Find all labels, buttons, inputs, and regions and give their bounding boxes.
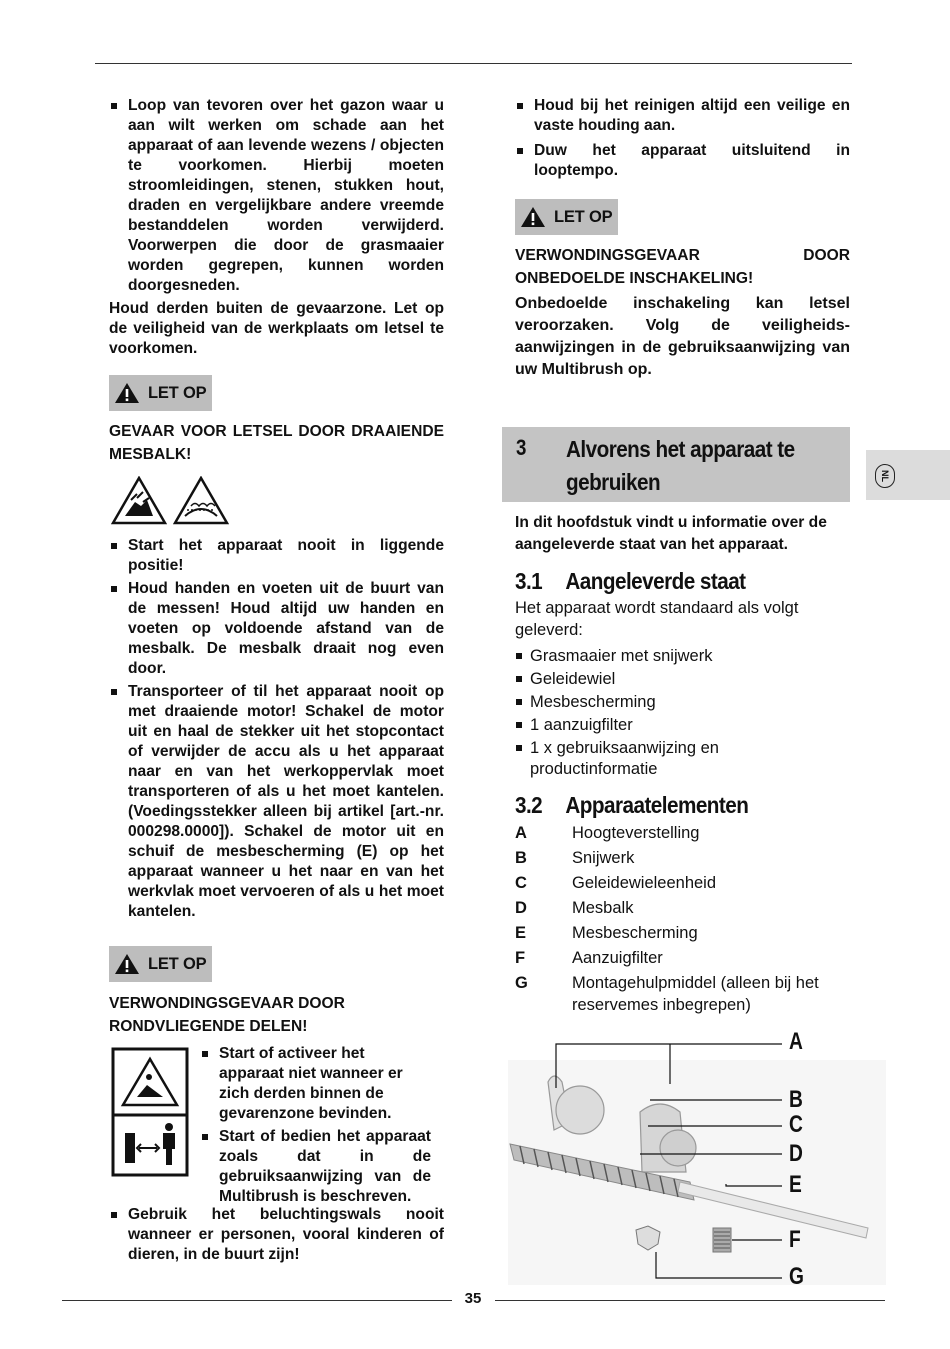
warning-heading-3: VERWONDINGSGEVAAR DOOR ONBEDOELDE INSCHAKELING! [515,247,850,287]
left-bullets-mid [109,536,444,922]
warning-icon [114,382,140,404]
list-item: Gebruik het beluchtingswals nooit wanneer er personen, vooral kinderen of dieren, in de buurt zijn! [109,1205,444,1265]
left-column [109,96,444,1268]
right-bullets-top [515,96,850,181]
delivery-list [515,646,850,780]
subsection-3-1-title: 3.1 Aangeleverde staat [515,568,746,594]
list-item: Grasmaaier met snijwerk [515,646,850,667]
section-3-body [515,512,850,1016]
warning-heading-2: VERWONDINGSGEVAAR DOOR RONDVLIEGENDE DELEN! [109,995,345,1035]
right-column [515,96,850,381]
list-item: 1 x gebruiksaanwijzing en productinformatie [515,738,850,780]
language-badge: NL [875,464,895,488]
rotating-blade-hazard-icon [173,476,229,526]
letop-box-1 [109,375,444,411]
box-bullets [200,1044,431,1210]
list-item: Start of bedien het apparaat zoals dat in de gebruiksaanwijzing van de Multibrush is beschreven. [200,1127,431,1207]
filter-part [713,1228,731,1252]
figure-label-c: C [789,1111,803,1138]
element-list: A Hoogteverstelling B Snijwerk C Geleidewieleenheid D Mesbalk E Mesbescherming F Aanzuigfilter G Montagehulpmiddel (alleen bij het reservemes inbegrepen) [515,824,819,1014]
list-item: Loop van tevoren over het gazon waar u aan wilt werken om schade aan het apparaat of aan levende wezens / objecten te voorkomen. Hierbij moeten stroomleidingen, stenen, stukken hout, draden en vergelijkbare andere vreemde bestanddelen worden verwijderd. Voorwerpen die door de grasmaaier worden gegrepen, kunnen worden doorgesneden. [109,96,444,296]
section-title: Alvorens het apparaat te gebruiken [566,436,795,495]
figure-label-d: D [789,1140,803,1167]
warning-icon [114,953,140,975]
list-item: Houd handen en voeten uit de buurt van de messen! Houd altijd uw handen en voeten op voldoende afstand van de mesbalk. De mesbalk draait nog even door. [109,579,444,679]
section-number: 3 [516,435,527,460]
top-rule [95,63,852,64]
figure-label-f: F [789,1226,801,1253]
figure-label-a: A [789,1028,803,1055]
figure-label-g: G [789,1263,804,1290]
subsection-3-1-text: Het apparaat wordt standaard als volgt geleverd: [515,599,799,639]
hazard-pictograms [109,472,444,534]
list-item: Houd bij het reinigen altijd een veilige en vaste houding aan. [515,96,850,136]
device-elements-figure [500,1032,900,1292]
footer-rule-left [62,1300,452,1301]
left-bullets-end [109,1205,444,1265]
warning-heading-1: GEVAAR VOOR LETSEL DOOR DRAAIENDE MESBALK! [109,423,444,463]
hand-blade-hazard-icon [111,476,167,526]
letop-label: LET OP [554,208,613,226]
list-item: Start het apparaat nooit in liggende positie! [109,536,444,576]
list-item: Geleidewiel [515,669,850,690]
letop-box-3 [515,199,850,235]
list-item: Mesbescherming [515,692,850,713]
section-intro: In dit hoofdstuk vindt u informatie over de aangeleverde staat van het apparaat. [515,514,827,553]
subsection-3-2-title: 3.2 Apparaatelementen [515,792,749,818]
list-item: Start of activeer het apparaat niet wanneer er zich derden binnen de gevarenzone bevinden. [200,1044,431,1124]
list-item: Duw het apparaat uitsluitend in looptempo. [515,141,850,181]
list-item: Transporteer of til het apparaat nooit op met draaiende motor! Schakel de motor uit en haal de stekker uit het stopcontact of verwijder de accu als u het apparaat naar en van het werkoppervlak moet transporteren of als u het moet kantelen. (Voedingsstekker alleen bij artikel [art.-nr. 000298.0000]). Schakel de motor uit en schuif de mesbescherming (E) op het apparaat wanneer u het naar en van het werkvlak moet vervoeren of als u het moet kantelen. [109,682,444,922]
warning-text-3: Onbedoelde inschakeling kan letsel veroorzaken. Volg de veiligheids-aanwijzingen in de gebruiksaanwijzing van uw Multibrush op. [515,295,850,378]
left-paragraph: Houd derden buiten de gevaarzone. Let op de veiligheid van de werkplaats om letsel te voorkomen. [109,300,444,357]
letop-label: LET OP [148,955,207,973]
warning-icon [520,206,546,228]
list-item: 1 aanzuigfilter [515,715,850,736]
footer-rule-right [495,1300,885,1301]
letop-label: LET OP [148,384,207,402]
figure-label-b: B [789,1086,803,1113]
left-bullets-top [109,96,444,296]
figure-label-e: E [789,1171,802,1198]
letop-box-2 [109,946,444,982]
bystander-hazard-pictogram [111,1047,189,1177]
box-warning-block [109,1044,444,1212]
language-tab [866,450,950,500]
section-3-header [502,427,850,502]
page-number: 35 [464,1290,482,1307]
